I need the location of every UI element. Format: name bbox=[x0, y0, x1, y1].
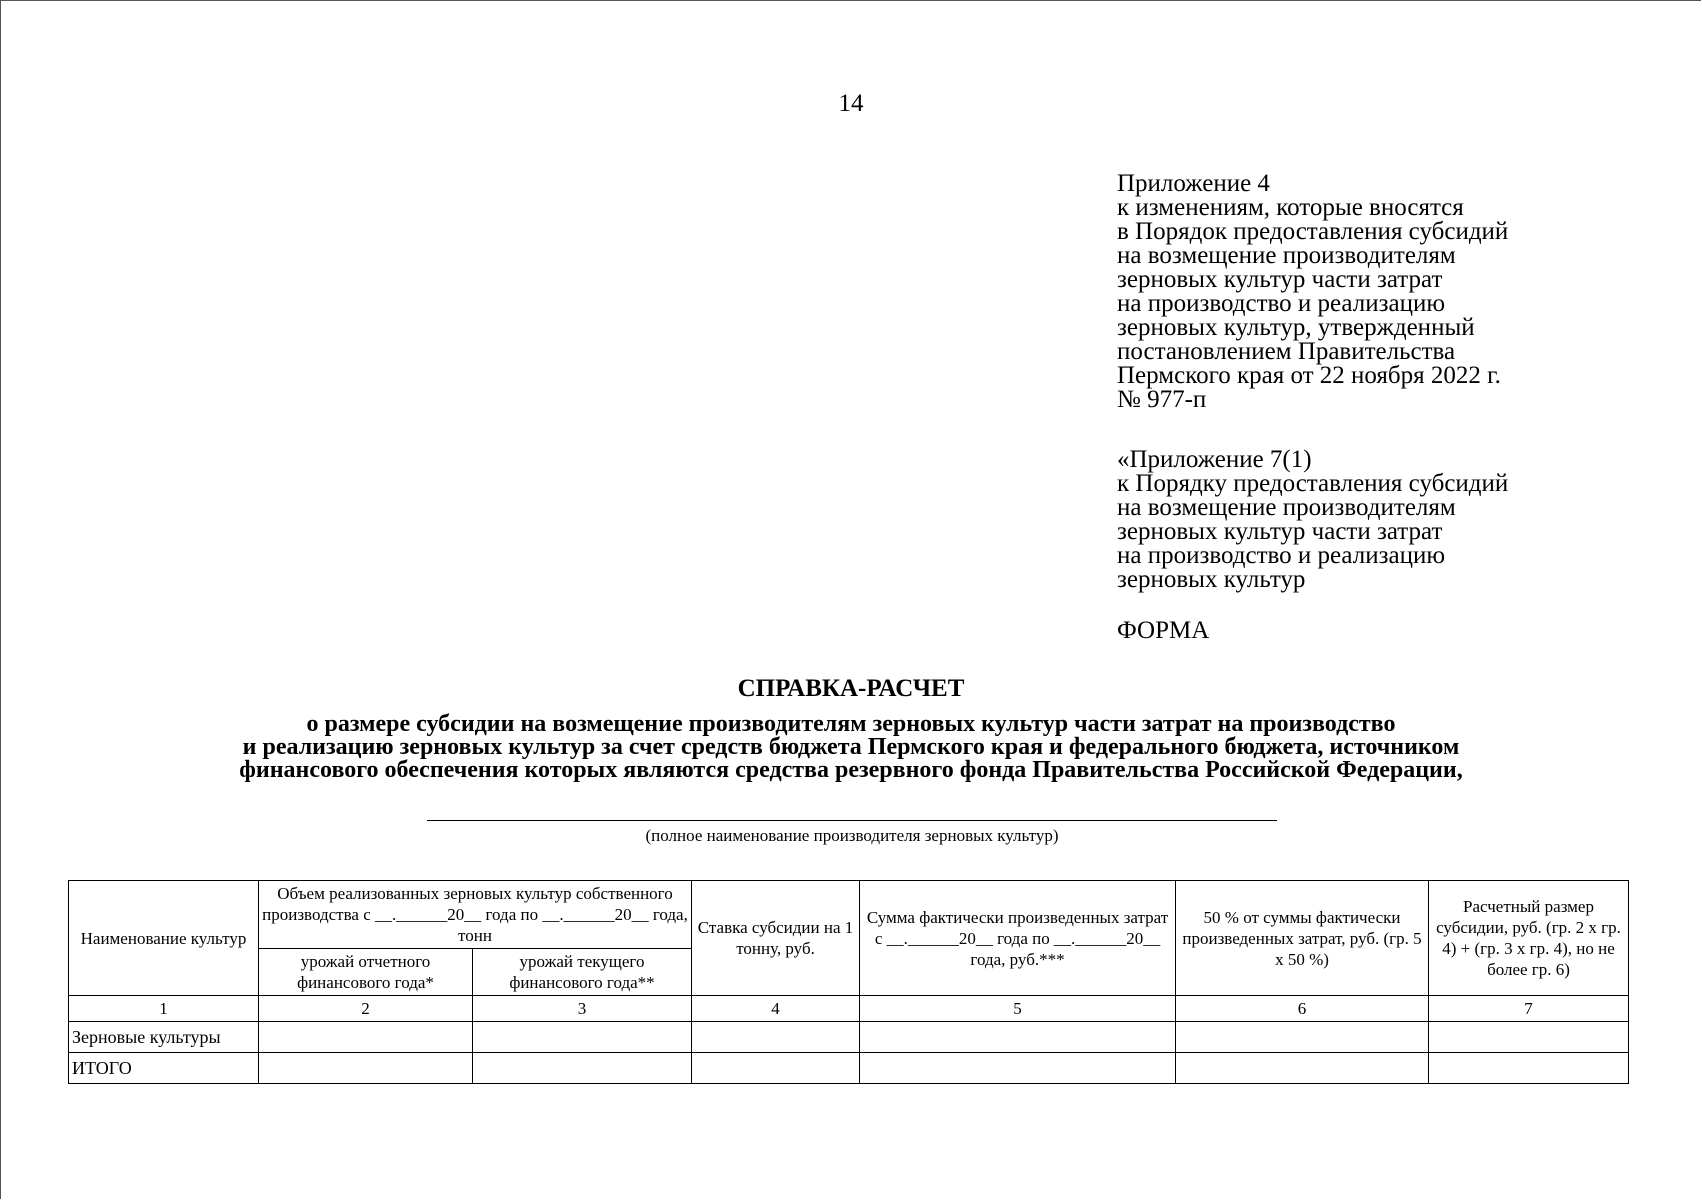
table-row bbox=[69, 1053, 1629, 1084]
table-cell bbox=[259, 1022, 473, 1053]
column-number: 4 bbox=[692, 996, 860, 1022]
table-cell bbox=[1429, 1022, 1629, 1053]
row-label: Зерновые культуры bbox=[69, 1022, 259, 1053]
table-row bbox=[69, 1022, 1629, 1053]
column-number: 5 bbox=[860, 996, 1176, 1022]
row-label: ИТОГО bbox=[69, 1053, 259, 1084]
header-calculated-subsidy: Расчетный размер субсидии, руб. (гр. 2 х гр. 4) + (гр. 3 х гр. 4), но не более гр. 6) bbox=[1429, 881, 1629, 996]
calculation-table bbox=[68, 880, 1629, 1084]
column-numbers-row bbox=[69, 996, 1629, 1022]
appendix-4-heading: Приложение 4 к изменениям, которые вносятся в Порядок предоставления субсидий на возмещение производителям зерновых культур части затрат на производство и реализацию зерновых культур, утвержденный постановлением Правительства Пермского края от 22 ноября 2022 г. № 977-п bbox=[1117, 170, 1509, 413]
producer-name-caption: (полное наименование производителя зерновых культур) bbox=[645, 826, 1059, 845]
form-label: ФОРМА bbox=[1117, 617, 1210, 644]
table-cell bbox=[473, 1022, 692, 1053]
document-subtitle: о размере субсидии на возмещение производителям зерновых культур части затрат на производство и реализацию зерновых культур за счет средств бюджета Пермского края и федерального бюджета, источником финансового обеспечения которых являются средства резервного фонда Правительства Российской Федерации, bbox=[239, 711, 1463, 783]
column-number: 6 bbox=[1176, 996, 1429, 1022]
table-cell bbox=[692, 1053, 860, 1084]
header-crop-name: Наименование культур bbox=[69, 881, 259, 996]
appendix-7-heading: «Приложение 7(1) к Порядку предоставления субсидий на возмещение производителям зерновых культур части затрат на производство и реализацию зерновых культур bbox=[1117, 446, 1509, 593]
page-number: 14 bbox=[838, 90, 864, 117]
header-volume: Объем реализованных зерновых культур собственного производства с __.______20__ года по __.______20__ года, тонн bbox=[259, 881, 692, 949]
table-header-row bbox=[69, 881, 1629, 949]
header-actual-costs: Сумма фактически произведенных затрат с __.______20__ года по __.______20__ года, руб.*** bbox=[860, 881, 1176, 996]
column-number: 7 bbox=[1429, 996, 1629, 1022]
header-half-costs: 50 % от суммы фактически произведенных затрат, руб. (гр. 5 х 50 %) bbox=[1176, 881, 1429, 996]
table-cell bbox=[692, 1022, 860, 1053]
column-number: 3 bbox=[473, 996, 692, 1022]
column-number: 1 bbox=[69, 996, 259, 1022]
table-cell bbox=[1429, 1053, 1629, 1084]
producer-name-line bbox=[427, 820, 1277, 821]
header-reporting-year-harvest: урожай отчетного финансового года* bbox=[259, 949, 473, 996]
document-title: СПРАВКА-РАСЧЕТ bbox=[737, 675, 965, 702]
table-cell bbox=[1176, 1053, 1429, 1084]
table-cell bbox=[860, 1053, 1176, 1084]
header-current-year-harvest: урожай текущего финансового года** bbox=[473, 949, 692, 996]
table-cell bbox=[259, 1053, 473, 1084]
column-number: 2 bbox=[259, 996, 473, 1022]
table-cell bbox=[860, 1022, 1176, 1053]
header-subsidy-rate: Ставка субсидии на 1 тонну, руб. bbox=[692, 881, 860, 996]
table-cell bbox=[1176, 1022, 1429, 1053]
table-cell bbox=[473, 1053, 692, 1084]
